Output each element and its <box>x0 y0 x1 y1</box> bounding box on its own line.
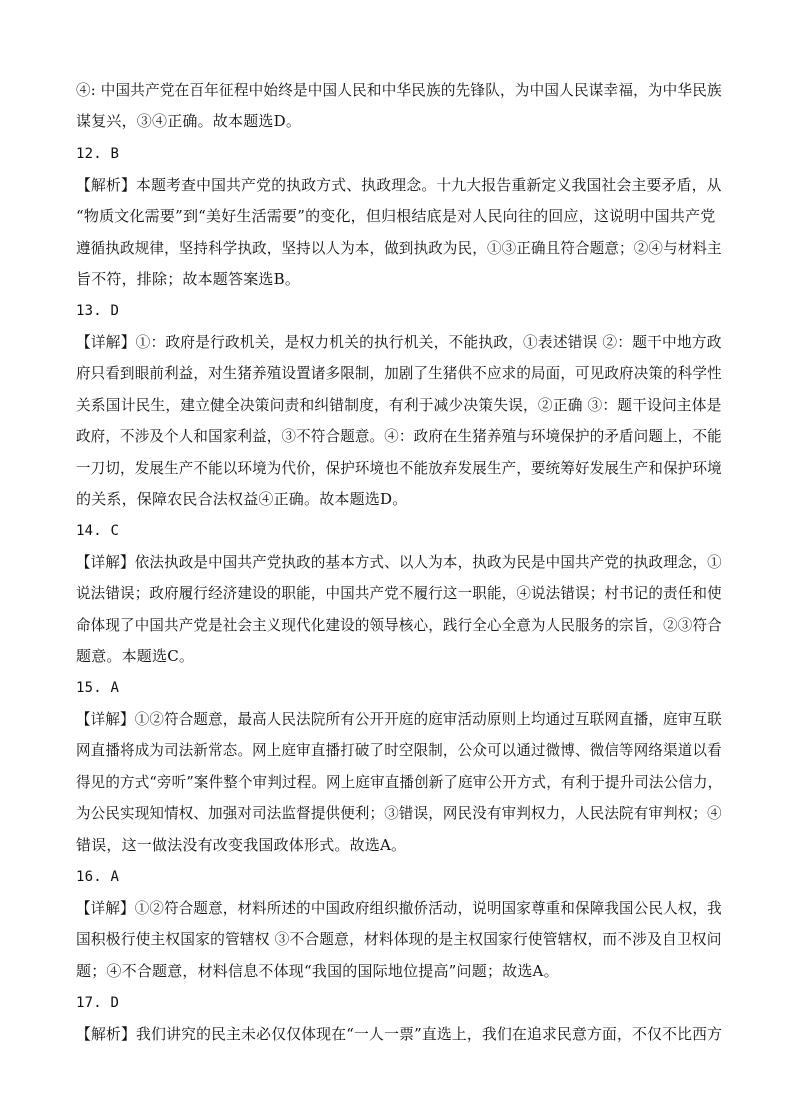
question-number: 16. A <box>76 869 120 885</box>
text-line: 谋复兴，③④正确。故本题选D。 <box>76 112 302 130</box>
text-line: 网直播将成为司法新常态。网上庭审直播打破了时空限制，公众可以通过微博、微信等网络渠道以看 <box>76 741 722 759</box>
text-line: 【解析】我们讲究的民主未必仅仅体现在“一人一票”直选上，我们在追求民意方面，不仅不比西方 <box>76 1025 723 1043</box>
text-line: 【详解】①：政府是行政机关，是权力机关的执行机关，不能执政，①表述错误 ②：题干中地方政 <box>76 333 722 351</box>
text-line: 为公民实现知情权、加强对司法监督提供便利；③错误，网民没有审判权力，人民法院有审判权；④ <box>76 804 722 822</box>
question-number: 15. A <box>76 680 120 696</box>
text-line: 府只看到眼前利益，对生猪养殖设置诸多限制，加剧了生猪供不应求的局面，可见政府决策的科学性 <box>76 364 722 382</box>
text-line: 旨不符，排除；故本题答案选B。 <box>76 270 301 288</box>
question-number: 17. D <box>76 995 120 1011</box>
text-line: 说法错误；政府履行经济建设的职能，中国共产党不履行这一职能，④说法错误；村书记的责任和使 <box>76 584 722 602</box>
text-line: 政府，不涉及个人和国家利益，③不符合题意。④：政府在生猪养殖与环境保护的矛盾问题上，不能 <box>76 427 722 445</box>
text-line: 命体现了中国共产党是社会主义现代化建设的领导核心，践行全心全意为人民服务的宗旨，②③符合 <box>76 616 722 634</box>
text-line: 国积极行使主权国家的管辖权 ③不合题意，材料体现的是主权国家行使管辖权，而不涉及自卫权问 <box>76 930 722 948</box>
text-line: 一刀切，发展生产不能以环境为代价，保护环境也不能放弃发展生产，要统筹好发展生产和保护环境 <box>76 459 722 477</box>
question-number: 12. B <box>76 146 120 162</box>
text-line: 【详解】①②符合题意，材料所述的中国政府组织撤侨活动，说明国家尊重和保障我国公民人权，我 <box>76 899 722 917</box>
question-number: 14. C <box>76 523 120 539</box>
text-line: 遵循执政规律，坚持科学执政，坚持以人为本，做到执政为民，①③正确且符合题意；②④与材料主 <box>76 239 722 257</box>
question-number: 13. D <box>76 303 120 319</box>
text-line: 题；④不合题意，材料信息不体现“我国的国际地位提高”问题；故选A。 <box>76 962 559 980</box>
text-line: 错误，这一做法没有改变我国政体形式。故选A。 <box>76 836 407 854</box>
text-line: 题意。本题选C。 <box>76 647 195 665</box>
text-line: 【详解】依法执政是中国共产党执政的基本方式、以人为本，执政为民是中国共产党的执政理念，① <box>76 553 722 571</box>
text-line: ④: 中国共产党在百年征程中始终是中国人民和中华民族的先锋队，为中国人民谋幸福，为中华民族 <box>76 81 722 99</box>
text-line: 【详解】①②符合题意，最高人民法院所有公开开庭的庭审活动原则上均通过互联网直播，庭审互联 <box>76 710 722 728</box>
text-line: “物质文化需要”到“美好生活需要”的变化，但归根结底是对人民向往的回应，这说明中国共产党 <box>76 207 716 225</box>
text-line: 关系国计民生，建立健全决策问责和纠错制度，有利于减少决策失误，②正确 ③：题干设问主体是 <box>76 396 722 414</box>
text-line: 得见的方式“旁听”案件整个审判过程。网上庭审直播创新了庭审公开方式，有利于提升司法公信力， <box>76 773 723 791</box>
text-line: 【解析】本题考查中国共产党的执政方式、执政理念。十九大报告重新定义我国社会主要矛盾，从 <box>76 176 722 194</box>
text-line: 的关系，保障农民合法权益④正确。故本题选D。 <box>76 490 408 508</box>
